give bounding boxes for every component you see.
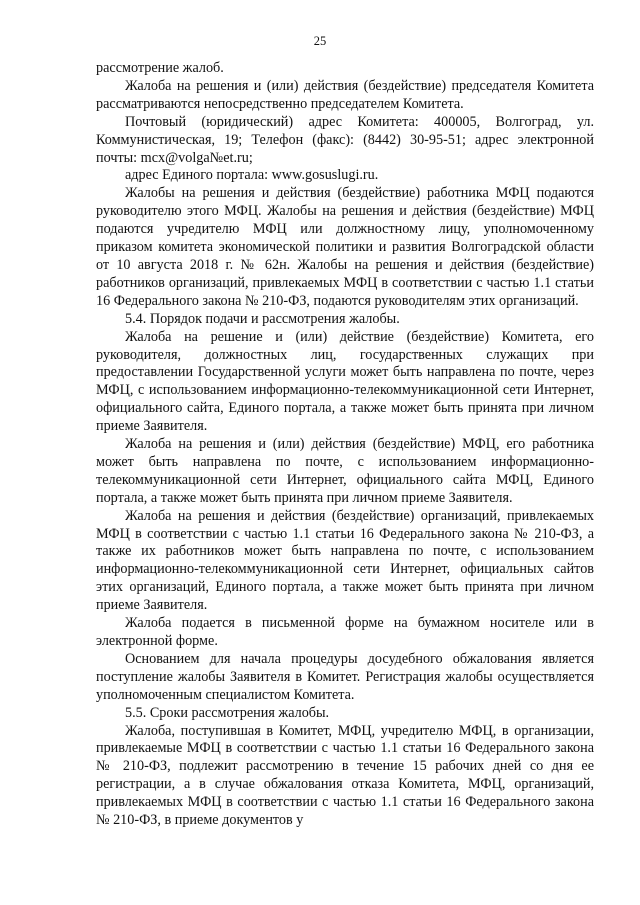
section-heading-5-4: 5.4. Порядок подачи и рассмотрения жалобы. [125,310,400,327]
paragraph-procedure-basis: Основанием для начала процедуры досудебного обжалования является поступление жалобы Заявителя в Комитет. Регистрация жалобы осуществляется уполномоченным специалистом Комитета. [96,650,594,703]
paragraph-mfc-complaint-channels: Жалоба на решения и (или) действия (бездействие) МФЦ, его работника может быть направлена по почте, с использованием информационно-телекоммуникационной сети Интернет, официального сайта МФЦ, Единого портала, а также может быть принята при личном приеме Заявителя. [96,436,594,506]
paragraph-complaint-form: Жалоба подается в письменной форме на бумажном носителе или в электронной форме. [96,615,594,649]
paragraph-portal-address: адрес Единого портала: www.gosuslugi.ru. [125,167,379,184]
paragraph-chairman-complaints: Жалоба на решения и (или) действия (бездействие) председателя Комитета рассматриваются непосредственно председателем Комитета. [96,77,594,112]
paragraph-mfc-complaints: Жалобы на решения и действия (бездействие) работника МФЦ подаются руководителю этого МФЦ. Жалобы на решения и действия (бездействие) МФЦ подаются учредителю МФЦ или должностному лицу, уполномоченному приказом комитета экономической политики и развития Волгоградской области от 10 августа 2018 г. № 62н. Жалобы на решения и действия (бездействие) работников организаций, привлекаемых МФЦ в соответствии с частью 1.1 статьи 16 Федерального закона № 210-ФЗ, подаются руководителям этих организаций. [96,185,594,309]
page-number: 25 [313,34,327,48]
paragraph-committee-address: Почтовый (юридический) адрес Комитета: 400005, Волгоград, ул. Коммунистическая, 19; Телефон (факс): (8442) 30-95-51; адрес электронной почты: mcx@volga№et.ru; [96,113,594,166]
document-body [96,60,594,830]
paragraph-review-terms: Жалоба, поступившая в Комитет, МФЦ, учредителю МФЦ, в организации, привлекаемые МФЦ в соответствии с частью 1.1 статьи 16 Федерального закона № 210-ФЗ, подлежит рассмотрению в течение 15 рабочих дней со дня ее регистрации, а в случае обжалования отказа Комитета, МФЦ, организаций, привлекаемых МФЦ в соответствии с частью 1.1 статьи 16 Федерального закона № 210-ФЗ, в приеме документов у [96,722,594,829]
paragraph-organization-complaint-channels: Жалоба на решения и действия (бездействие) организаций, привлекаемых МФЦ в соответствии с частью 1.1 статьи 16 Федерального закона № 210-ФЗ, а также их работников может быть направлена по почте, с использованием информационно-телекоммуникационной сети Интернет, официальных сайтов этих организаций, Единого портала, а также может быть принята при личном приеме Заявителя. [96,507,594,614]
paragraph-continuation: рассмотрение жалоб. [96,60,224,76]
paragraph-committee-complaint-channels: Жалоба на решение и (или) действие (бездействие) Комитета, его руководителя, должностных лиц, государственных служащих при предоставлении Государственной услуги может быть направлена по почте, через МФЦ, с использованием информационно-телекоммуникационной сети Интернет, официального сайта, Единого портала, а также может быть принята при личном приеме Заявителя. [96,328,594,435]
section-heading-5-5: 5.5. Сроки рассмотрения жалобы. [125,704,330,721]
